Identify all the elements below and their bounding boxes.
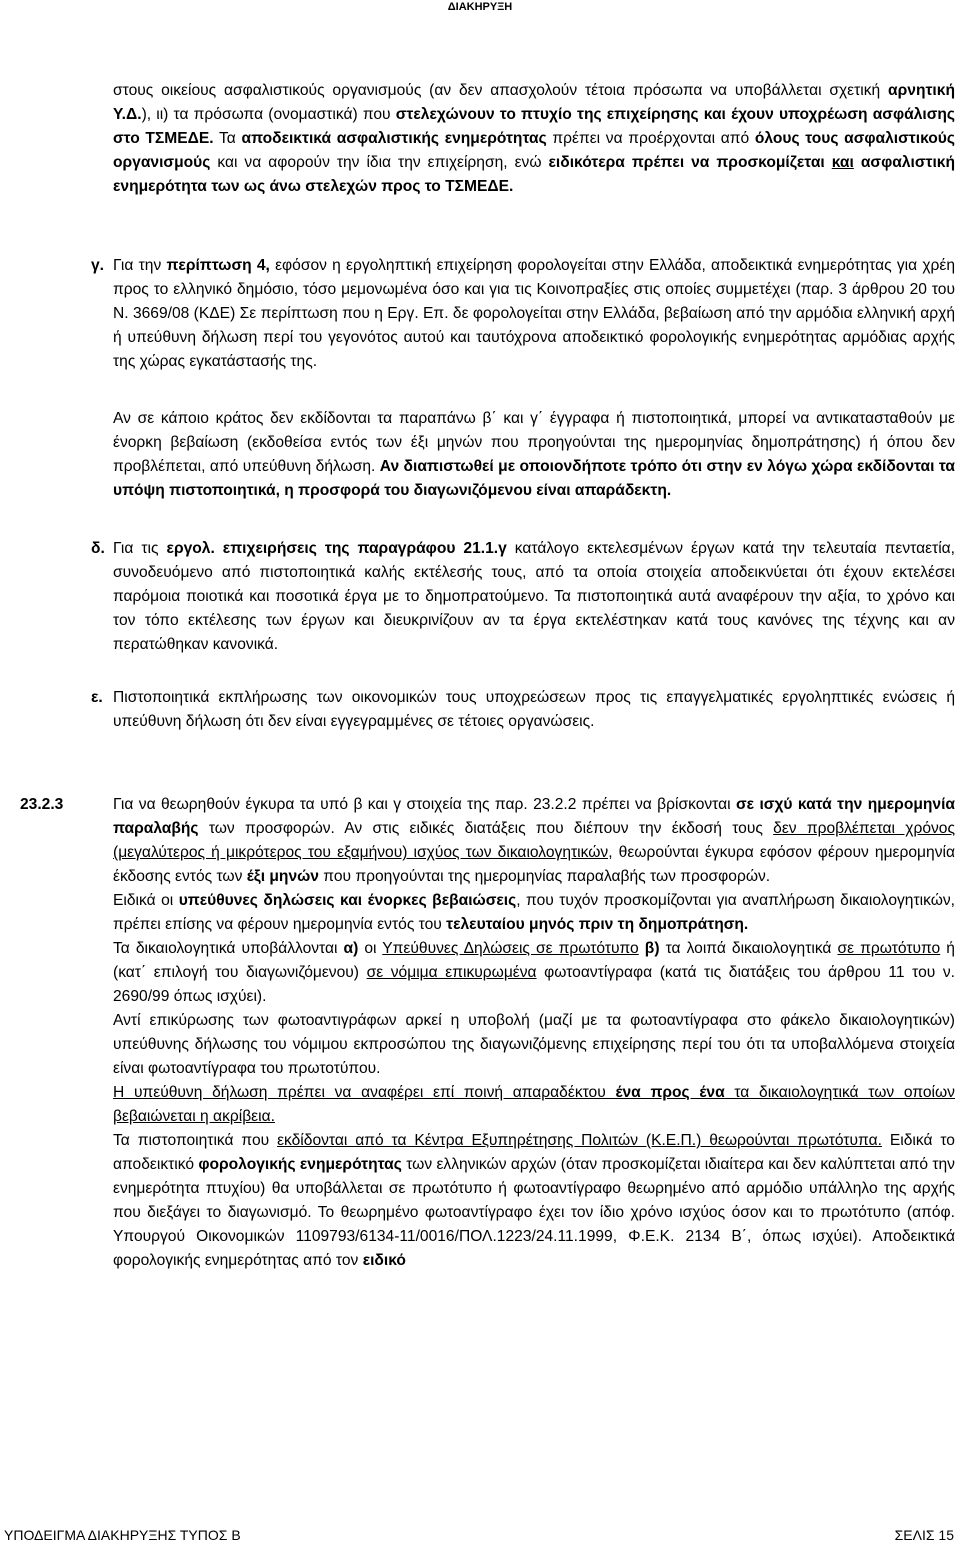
paragraph-submission-form: Τα δικαιολογητικά υποβάλλονται α) οι Υπεύθυνες Δηλώσεις σε πρωτότυπο β) τα λοιπά δικαιολογητικά σε πρωτότυπο ή (κατ΄ επιλογή του διαγωνιζόμενου) σε νόμιμα επικυρωμένα φωτοαντίγραφα (κατά τις διατάξεις του άρθρου 11 του ν. 2690/99 όπως ισχύει). <box>113 940 956 1005</box>
section-23-2-3-body <box>113 793 955 1273</box>
paragraph-foreign-documents: Αν σε κάποιο κράτος δεν εκδίδονται τα παραπάνω β΄ και γ΄ έγγραφα ή πιστοποιητικά, μπορεί να αντικατασταθούν με ένορκη βεβαίωση (εκδοθείσα εντός των έξι μηνών που προηγούνται της ημερομηνίας δημοπράτησης) ή όπου δεν προβλέπεται, από υπεύθυνη δήλωση. Αν διαπιστωθεί με οποιονδήποτε τρόπο ότι στην εν λόγω χώρα εκδίδονται τα υπόψη πιστοποιητικά, η προσφορά του διαγωνιζόμενου είναι απαράδεκτη. <box>113 410 955 499</box>
document-header-title: ΔΙΑΚΗΡΥΞΗ <box>447 1 513 13</box>
paragraph-insurance-certificates: στους οικείους ασφαλιστικούς οργανισμούς (αν δεν απασχολούν τέτοια πρόσωπα να υποβάλλεται σχετική αρνητική Υ.Δ.), ιι) τα πρόσωπα (ονομαστικά) που στελεχώνουν το πτυχίο της επιχείρησης και έχουν υποχρέωση ασφάλισης στο ΤΣΜΕΔΕ. Τα αποδεικτικά ασφαλιστικής ενημερότητας πρέπει να προέρχονται από όλους τους ασφαλιστικούς οργανισμούς και να αφορούν την ίδια την επιχείρηση, ενώ ειδικότερα πρέπει να προσκομίζεται και ασφαλιστική ενημερότητα των ως άνω στελεχών προς το ΤΣΜΕΔΕ. <box>113 82 956 195</box>
paragraph-photocopy-certification: Αντί επικύρωσης των φωτοαντιγράφων αρκεί η υποβολή (μαζί με τα φωτοαντίγραφα στο φάκελο δικαιολογητικών) υπεύθυνης δήλωσης του νόμιμου εκπροσώπου της διαγωνιζόμενης επιχείρησης περί του ότι τα υποβαλλόμενα στοιχεία είναι φωτοαντίγραφα του πρωτοτύπου. <box>113 1012 955 1077</box>
list-label: δ. <box>91 540 105 557</box>
list-item-epsilon: ε. Πιστοποιητικά εκπλήρωσης των οικονομικών τους υποχρεώσεων προς τις επαγγελματικές εργοληπτικές ενώσεις ή υπεύθυνη δήλωση ότι δεν είναι εγγεγραμμένες σε τέτοιες οργανώσεις. <box>113 686 955 734</box>
paragraph-kep-certificates: Τα πιστοποιητικά που εκδίδονται από τα Κέντρα Εξυπηρέτησης Πολιτών (Κ.Ε.Π.) θεωρούνται πρωτότυπα. Ειδικά το αποδεικτικό φορολογικής ενημερότητας των ελληνικών αρχών (όταν προσκομίζεται ιδιαίτερα και δεν καλύπτεται από την ενημερότητα πτυχίου) θα υποβάλλεται σε πρωτότυπο ή φωτοαντίγραφο θεωρημένο από αρμόδιο υπάλληλο της αρχής που διεξάγει το διαγωνισμό. Το θεωρημένο φωτοαντίγραφο έχει τον ίδιο χρόνο ισχύος όσον και το πρωτότυπο (απόφ. Υπουργού Οικονομικών 1109793/6134-11/0016/ΠΟΛ.1223/24.11.1999, Φ.Ε.Κ. 2134 Β΄, όπως ισχύει). Αποδεικτικά φορολογικής ενημερότητας από τον ειδικό <box>113 1132 955 1269</box>
list-item-gamma: γ. Για την περίπτωση 4, εφόσον η εργοληπτική επιχείρηση φορολογείται στην Ελλάδα, αποδεικτικά ενημερότητας για χρέη προς το ελληνικό δημόσιο, τόσο μεμονωμένα όσο και για τις Κοινοπραξίες στις οποίες συμμετέχει (παρ. 3 άρθρου 20 του Ν. 3669/08 (ΚΔΕ) Σε περίπτωση που η Εργ. Επ. δε φορολογείται στην Ελλάδα, βεβαίωση από την αρμόδια ελληνική αρχή ή υπεύθυνη δήλωση περί του γεγονότος αυτού και ταυτόχρονα αποδεικτικό φορολογικής ενημερότητας αρμόδιας αρχής της χώρας εγκατάστασής της. <box>113 254 955 374</box>
footer-document-type: ΥΠΟΔΕΙΓΜΑ ΔΙΑΚΗΡΥΞΗΣ ΤΥΠΟΣ Β <box>4 1527 241 1543</box>
list-item-delta: δ. Για τις εργολ. επιχειρήσεις της παραγράφου 21.1.γ κατάλογο εκτελεσμένων έργων κατά την τελευταία πενταετία, συνοδευόμενο από πιστοποιητικά καλής εκτέλεσής τους, από τα οποία στοιχεία αποδεικνύεται ότι έχουν εκτελέσει παρόμοια ποιοτικά και ποσοτικά έργα με το δημοπρατούμενο. Τα πιστοποιητικά αυτά αναφέρουν την αξία, το χρόνο και τον τόπο εκτέλεσης των έργων και διευκρινίζουν αν τα έργα εκτελέστηκαν κατά τους κανόνες της τέχνης και αν περατώθηκαν κανονικά. <box>113 537 955 657</box>
paragraph-validity: Για να θεωρηθούν έγκυρα τα υπό β και γ στοιχεία της παρ. 23.2.2 πρέπει να βρίσκονται σε ισχύ κατά την ημερομηνία παραλαβής των προσφορών. Αν στις ειδικές διατάξεις που διέπουν την έκδοσή τους δεν προβλέπεται χρόνος (μεγαλύτερος ή μικρότερος του εξαμήνου) ισχύος των δικαιολογητικών, θεωρούνται έγκυρα εφόσον φέρουν ημερομηνία έκδοσης εντός των έξι μηνών που προηγούνται της ημερομηνίας παραλαβής των προσφορών. <box>113 796 956 885</box>
section-number: 23.2.3 <box>20 796 64 813</box>
paragraph-sworn-declarations: Ειδικά οι υπεύθυνες δηλώσεις και ένορκες βεβαιώσεις, που τυχόν προσκομίζονται για αναπλήρωση δικαιολογητικών, πρέπει επίσης να φέρουν ημερομηνία εντός του τελευταίου μηνός πριν τη δημοπράτηση. <box>113 892 955 933</box>
list-label: ε. <box>91 689 103 706</box>
footer-page-number: ΣΕΛΙΣ 15 <box>894 1527 954 1543</box>
paragraph-declaration-requirement: Η υπεύθυνη δήλωση πρέπει να αναφέρει επί ποινή απαραδέκτου ένα προς ένα τα δικαιολογητικά των οποίων βεβαιώνεται η ακρίβεια. <box>113 1084 955 1125</box>
list-label: γ. <box>91 257 105 274</box>
